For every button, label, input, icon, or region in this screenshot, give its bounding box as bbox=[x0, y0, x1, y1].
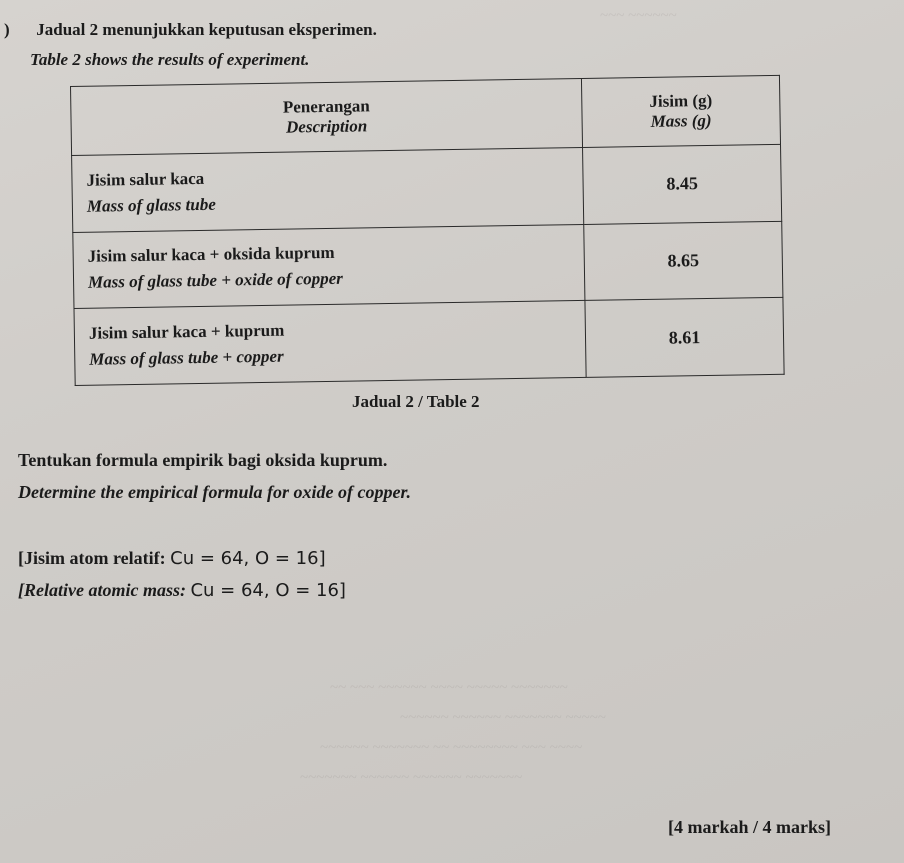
row-description-en: Mass of glass tube + oxide of copper bbox=[87, 269, 343, 293]
row-mass: 8.45 bbox=[583, 144, 782, 224]
description-header bbox=[71, 78, 583, 155]
atomic-mass-ms bbox=[18, 548, 326, 569]
row-description-ms: Jisim salur kaca + oksida kuprum bbox=[87, 243, 335, 267]
row-mass: 8.65 bbox=[584, 221, 783, 301]
row-description bbox=[73, 224, 585, 309]
description-header-en: Description bbox=[285, 116, 368, 137]
question-text-ms: Jadual 2 menunjukkan keputusan eksperimen. bbox=[36, 20, 377, 39]
atomic-mass-label-en: [Relative atomic mass: bbox=[18, 580, 191, 600]
bleed-through-text: ~~~ ~~~~~~ bbox=[600, 8, 677, 24]
table-row bbox=[72, 144, 782, 232]
mass-header bbox=[581, 75, 780, 147]
bleed-through-text: ~~ ~~~ ~~~~~~ ~~~~ ~~~~~ ~~~~~~~ bbox=[330, 680, 568, 696]
row-description bbox=[72, 147, 584, 232]
bleed-through-text: ~~~~~~ ~~~~~~~ ~~ ~~~~~~~~ ~~~ ~~~~ bbox=[320, 740, 583, 756]
atomic-mass-values: Cu = 64, O = 16] bbox=[190, 580, 346, 601]
question-header bbox=[4, 20, 377, 40]
row-description bbox=[74, 301, 586, 386]
question-text-en: Table 2 shows the results of experiment. bbox=[30, 50, 310, 69]
table-header-row bbox=[71, 75, 781, 155]
bleed-through-text: ~~~~~~~ ~~~~~~ ~~~~~~ ~~~~~~~ bbox=[300, 770, 523, 786]
row-description-en: Mass of glass tube bbox=[86, 194, 216, 216]
question-number: ) bbox=[4, 20, 10, 39]
mass-header-en: Mass (g) bbox=[650, 110, 712, 131]
table-row bbox=[74, 298, 784, 386]
description-header-ms: Penerangan bbox=[282, 96, 370, 117]
marks-label: [4 markah / 4 marks] bbox=[668, 817, 831, 837]
atomic-mass-label-ms: [Jisim atom relatif: bbox=[18, 548, 171, 568]
row-description-ms: Jisim salur kaca bbox=[86, 168, 205, 190]
bleed-through-text: ~~~~~~ ~~~~~~ ~~~~~~~ ~~~~~ bbox=[400, 710, 607, 726]
table-caption: Jadual 2 / Table 2 bbox=[352, 392, 480, 411]
instruction-ms: Tentukan formula empirik bagi oksida kuprum. bbox=[18, 450, 388, 470]
results-table bbox=[70, 75, 785, 386]
table-row bbox=[73, 221, 783, 309]
row-mass: 8.61 bbox=[585, 298, 784, 378]
atomic-mass-en bbox=[18, 580, 346, 601]
row-description-ms: Jisim salur kaca + kuprum bbox=[88, 320, 285, 343]
atomic-mass-values: Cu = 64, O = 16] bbox=[170, 548, 326, 569]
instruction-en: Determine the empirical formula for oxide of copper. bbox=[18, 482, 411, 502]
mass-header-ms: Jisim (g) bbox=[649, 90, 713, 111]
row-description-en: Mass of glass tube + copper bbox=[89, 346, 284, 369]
